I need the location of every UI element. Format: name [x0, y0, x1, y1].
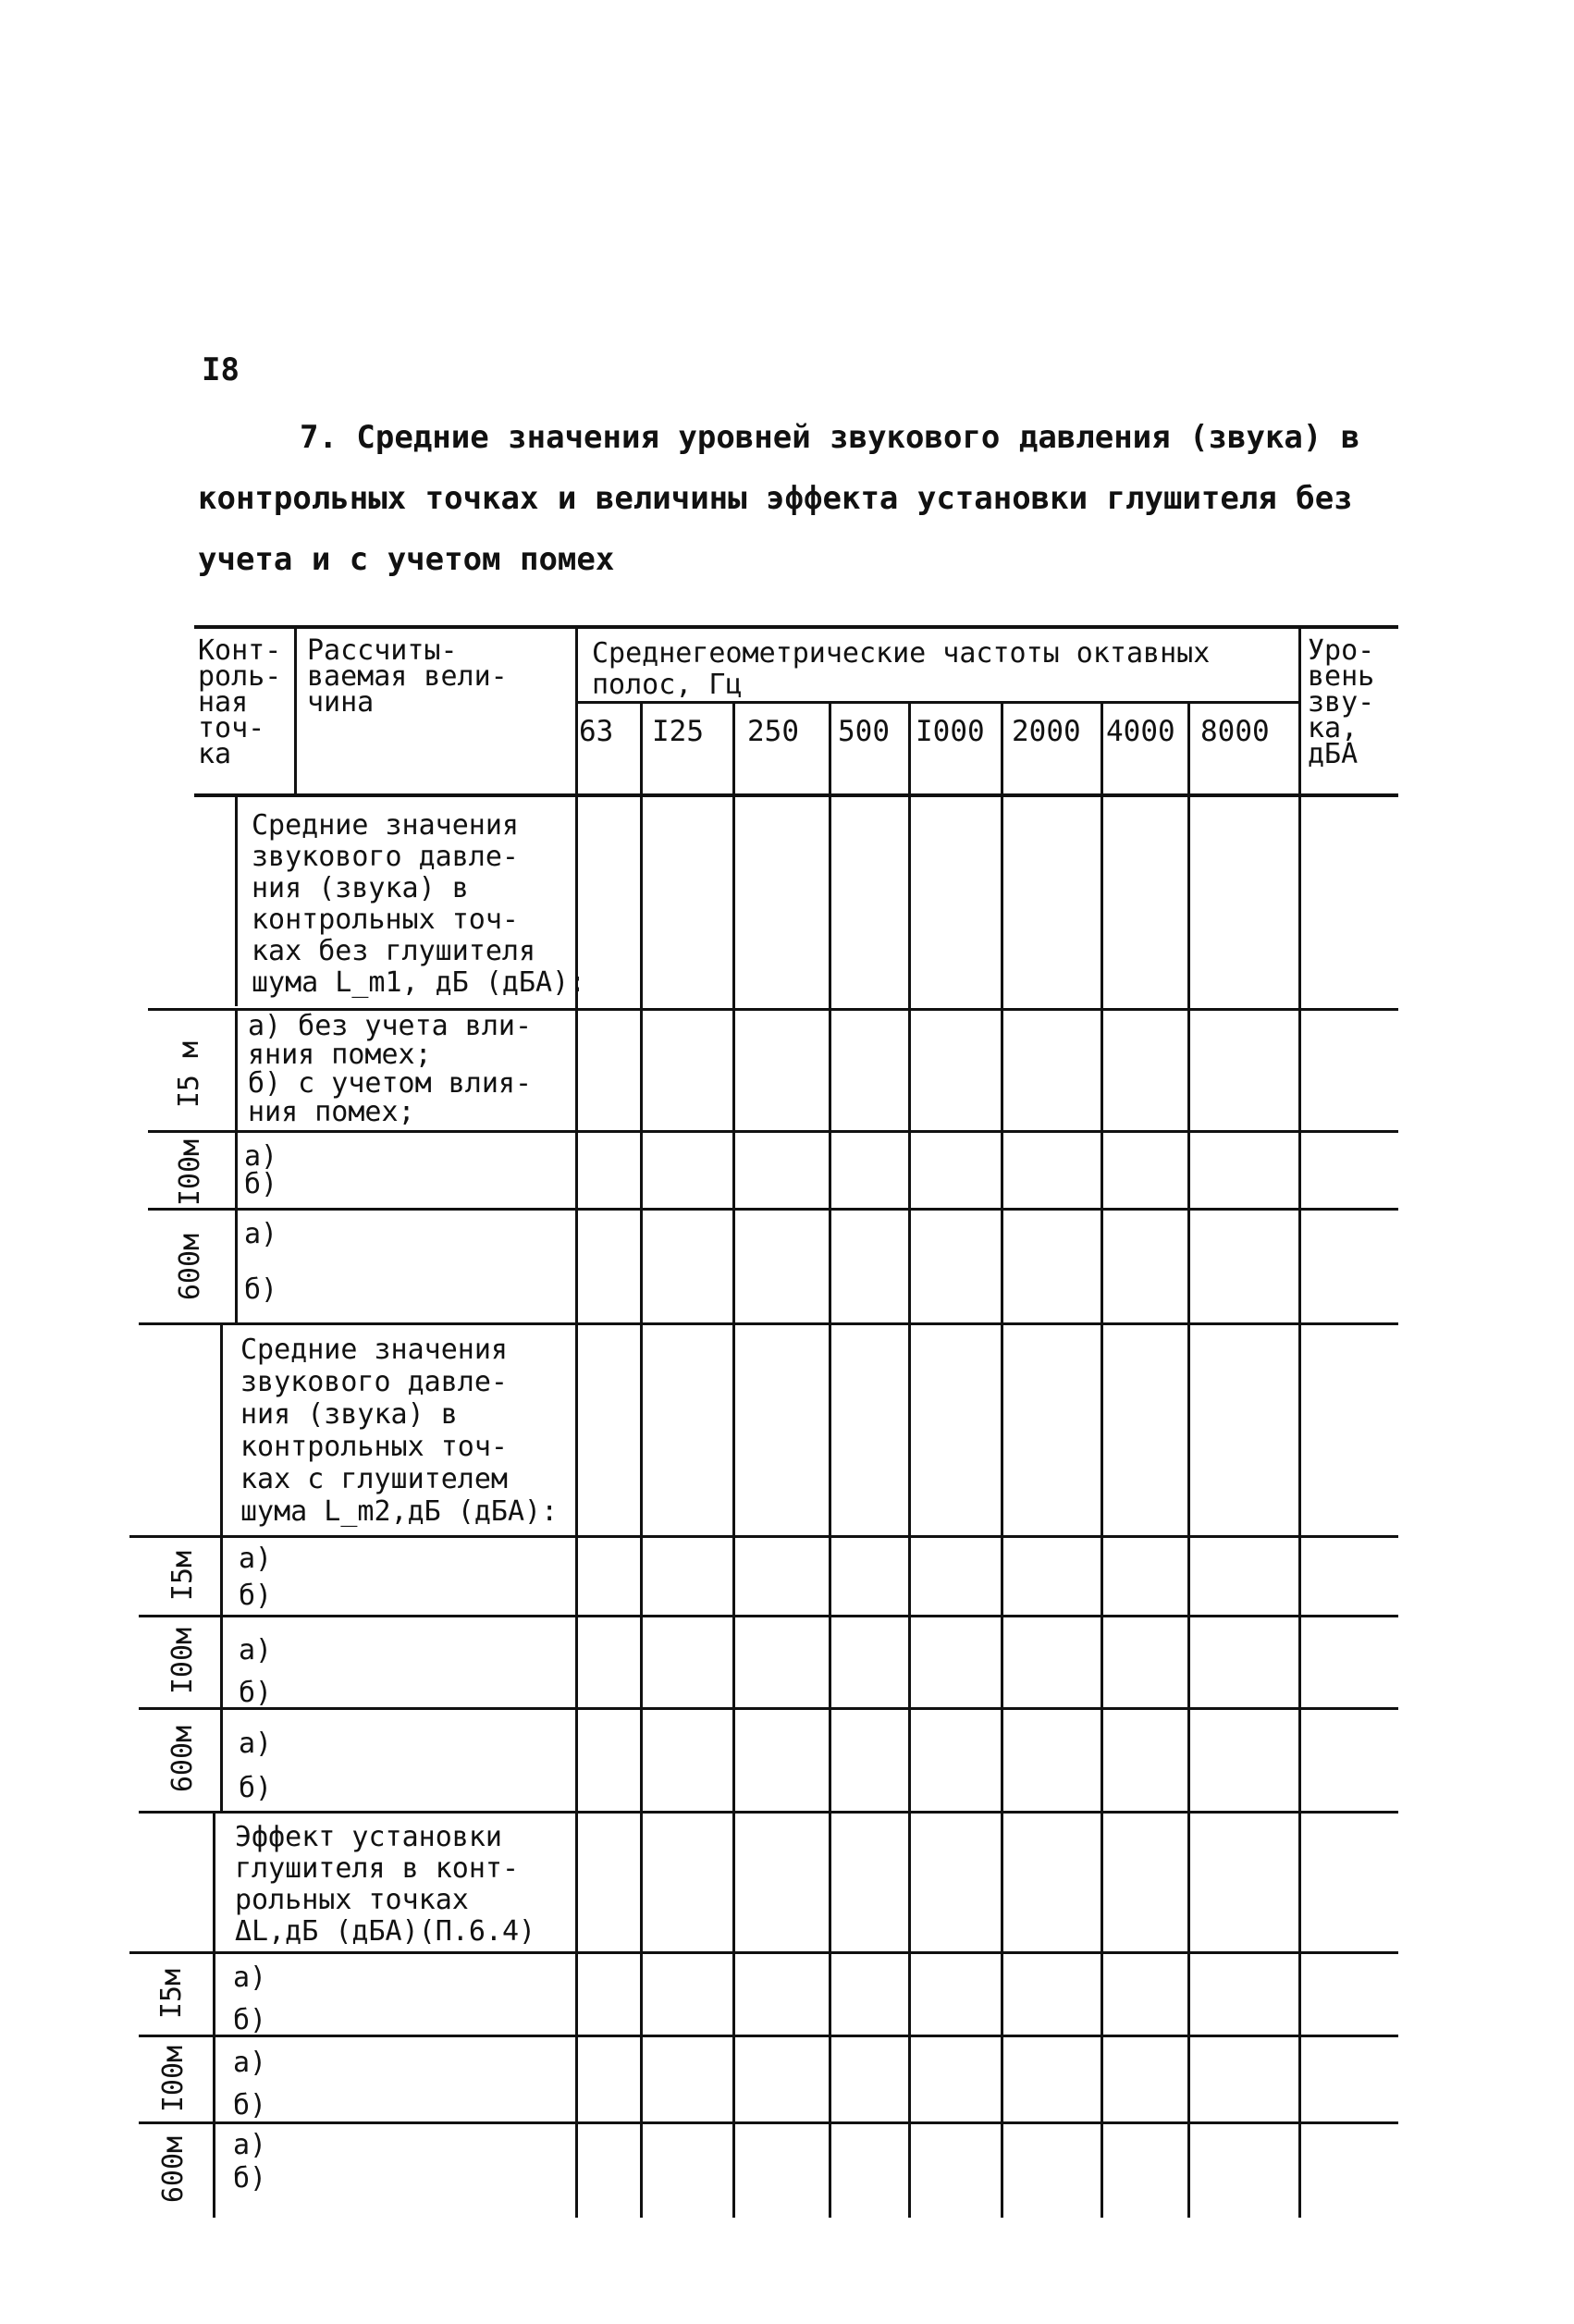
vline-point-s2: [220, 1322, 223, 1813]
rule-s1-15m: [148, 1130, 1398, 1133]
heading-line-2: контрольных точках и величины эффекта установки глушителя без: [198, 480, 1353, 517]
point-label: 600м: [174, 1233, 206, 1301]
rule-s3-15m: [139, 2035, 1398, 2037]
header-sound-level: Уро- вень зву- ка, дБА: [1308, 634, 1375, 770]
point-label: 600м: [157, 2135, 190, 2204]
freq-1000: I000: [916, 715, 985, 748]
vline-point-s3: [213, 1813, 215, 2218]
vline-2000: [1101, 701, 1103, 2218]
rule-s1-600m: [139, 1322, 1398, 1325]
row-text: а) б): [233, 2047, 267, 2121]
vline-500: [908, 701, 911, 2218]
section-1-title: Средние значения звукового давле- ния (звука) в контрольных точ- ках без глушителя шума L_m1, дБ (дБА):: [252, 809, 586, 999]
row-text: а) б): [239, 1634, 273, 1709]
point-label: I00м: [174, 1138, 206, 1207]
page-heading: [198, 407, 1391, 590]
header-bottom-rule: [194, 793, 1398, 797]
vline-63: [640, 701, 643, 2218]
freq-125: I25: [652, 715, 704, 748]
row-text: а) без учета вли- яния помех; б) с учетом влия- ния помех;: [248, 1010, 533, 1128]
header-vline-col1: [294, 625, 297, 793]
freq-4000: 4000: [1106, 715, 1175, 748]
point-label: I5м: [166, 1550, 199, 1602]
rule-s1-100m: [148, 1208, 1398, 1211]
point-label: I5м: [155, 1968, 188, 2020]
header-col1: Конт- роль- ная точ- ка: [198, 634, 282, 770]
vline-1000: [1001, 701, 1003, 2218]
header-frequency-group: Среднегеометрические частоты октавных полос, Гц: [592, 637, 1211, 701]
row-text: а) б): [244, 1218, 278, 1306]
freq-500: 500: [838, 715, 890, 748]
point-label: I00м: [166, 1627, 199, 1695]
point-label: I5 м: [173, 1040, 205, 1109]
freq-8000: 8000: [1200, 715, 1270, 748]
rule-s2-15m: [139, 1615, 1398, 1617]
point-label: 600м: [166, 1725, 199, 1793]
section-3-title: Эффект установки глушителя в конт- рольных точках ΔL,дБ (дБА)(П.6.4): [235, 1821, 536, 1948]
page-number: I8: [202, 351, 240, 388]
row-text: а) б): [239, 1728, 273, 1804]
freq-250: 250: [747, 715, 799, 748]
vline-125: [732, 701, 735, 2218]
section-2-title: Средние значения звукового давле- ния (звука) в контрольных точ- ках с глушителем шума L_m2,дБ (дБА):: [240, 1334, 559, 1528]
heading-line-1: 7. Средние значения уровней звукового давления (звука) в: [300, 419, 1360, 456]
header-col2: Рассчиты- ваемая вели- чина: [307, 634, 508, 719]
rule-s2-600m: [139, 1811, 1398, 1814]
row-text: а) б): [239, 1543, 273, 1612]
rule-s3-100m: [139, 2121, 1398, 2124]
vline-250: [829, 701, 831, 2218]
row-text: а) б): [233, 1961, 267, 2036]
rule-s2-title: [129, 1535, 1398, 1538]
row-text: а) б): [244, 1140, 278, 1200]
freq-group-rule: [575, 701, 1300, 704]
vline-point-s1: [235, 1008, 238, 1322]
vline-8000: [1298, 625, 1301, 2218]
rule-s2-100m: [139, 1707, 1398, 1710]
freq-63: 63: [579, 715, 614, 748]
row-text: а) б): [233, 2129, 267, 2195]
vline-left-s1: [235, 793, 238, 1006]
table-top-rule: [194, 625, 1398, 629]
freq-2000: 2000: [1012, 715, 1081, 748]
point-label: I00м: [157, 2045, 190, 2113]
heading-line-3: учета и с учетом помех: [198, 541, 615, 578]
vline-4000: [1187, 701, 1190, 2218]
rule-s3-title: [129, 1951, 1398, 1954]
